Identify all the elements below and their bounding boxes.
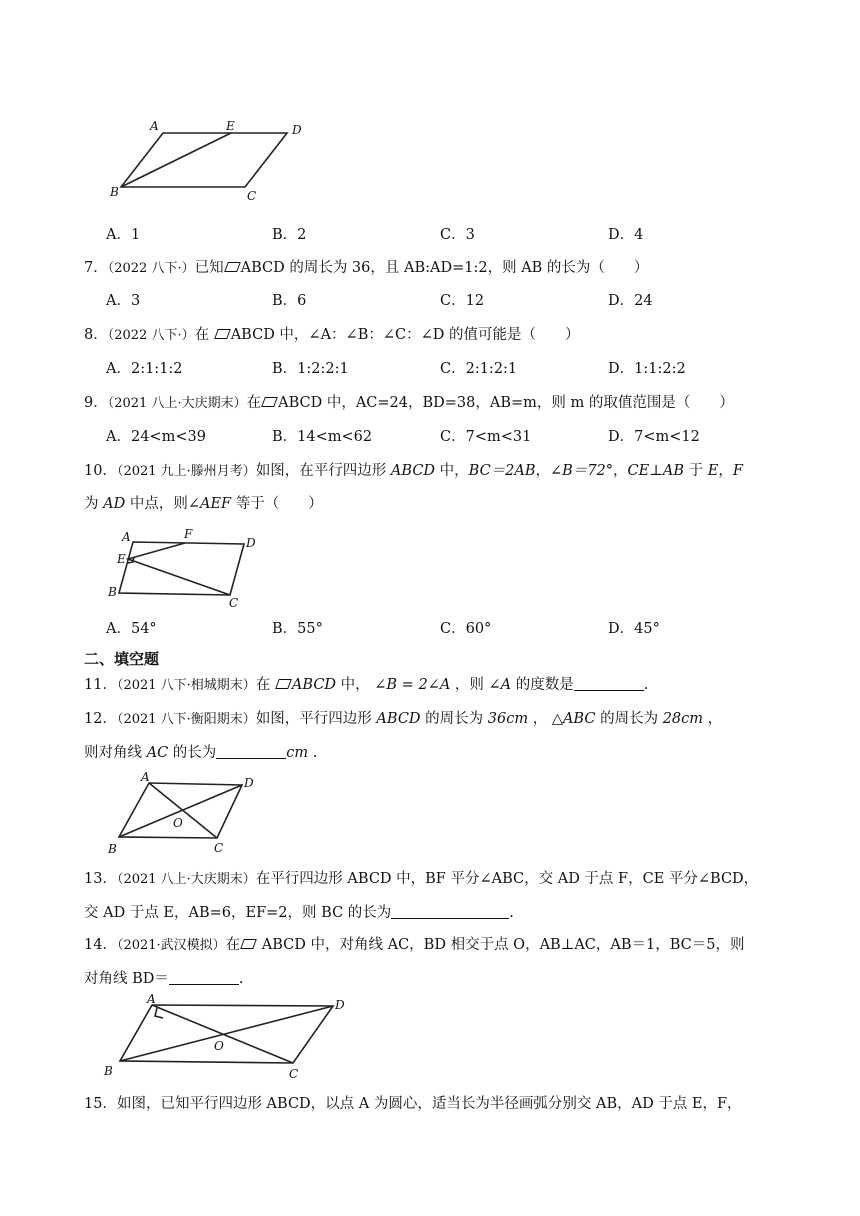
q12-text: 则对角线 — [84, 745, 147, 761]
q8-option-d[interactable]: D．1:1:2:2 — [608, 361, 686, 377]
q14-text-3: 对角线 BD＝ — [84, 971, 169, 987]
q13-number: 13． — [84, 871, 117, 887]
q14-stem-line-1 — [84, 935, 804, 956]
q12-answer-blank[interactable] — [216, 743, 286, 759]
parallelogram-icon — [224, 262, 241, 272]
q7-option-c[interactable]: C．12 — [440, 293, 485, 309]
section-heading-fill-in: 二、填空题 — [84, 650, 160, 668]
q12-text: ， — [703, 711, 723, 727]
q10-text: ， — [535, 463, 551, 479]
q13-answer-blank[interactable] — [391, 903, 509, 919]
q8-number: 8． — [84, 327, 108, 343]
q10-stem-line-2 — [84, 494, 804, 514]
q11-text: ，则 — [450, 677, 489, 693]
q12-source: （2021 八下·衡阳期末） — [116, 712, 256, 727]
q13-stem-line-1 — [84, 869, 804, 890]
figure-parallelogram-abcd-o — [103, 770, 263, 858]
label-a: A — [141, 770, 150, 784]
label-d: D — [292, 123, 302, 137]
q7-text: 已知 — [194, 260, 224, 276]
q6-option-a[interactable]: A．1 — [106, 227, 141, 243]
label-d: D — [335, 998, 345, 1012]
q14-text: 在 — [225, 937, 241, 953]
label-o: O — [173, 816, 183, 830]
segment-f-e-c — [128, 543, 230, 595]
q10-text: ， — [718, 463, 733, 479]
q12-perimeter-1: 36cm — [487, 711, 529, 727]
q12-number: 12． — [84, 711, 117, 727]
q12-text: 的长为 — [168, 745, 217, 761]
q11-number: 11． — [84, 677, 117, 693]
q15-number: 15． — [84, 1096, 117, 1112]
label-f: F — [184, 527, 193, 541]
label-e: E — [117, 552, 126, 566]
label-c: C — [289, 1067, 299, 1081]
q9-option-d[interactable]: D．7<m<12 — [608, 429, 700, 445]
label-c: C — [247, 189, 257, 203]
q11-text: 中， — [336, 677, 375, 693]
q11-text: 的度数是 — [511, 677, 574, 693]
q11-answer-blank[interactable] — [574, 675, 644, 691]
q10-condition-bc: BC＝2AB — [468, 463, 536, 479]
segment-be — [121, 133, 231, 187]
q10-abcd: ABCD — [390, 463, 436, 479]
q7-option-d[interactable]: D．24 — [608, 293, 653, 309]
q10-text: 中， — [435, 463, 469, 479]
label-a: A — [122, 530, 131, 544]
q14-source: （2021·武汉模拟） — [116, 938, 226, 953]
q14-text-2: ABCD 中，对角线 AC，BD 相交于点 O，AB⊥AC，AB＝1，BC＝5，则 — [257, 937, 745, 953]
q7-stem — [84, 258, 804, 279]
q8-text-2: ABCD 中，∠A：∠B：∠C：∠D 的值可能是（ ） — [230, 327, 580, 343]
label-c: C — [214, 841, 224, 855]
q7-number: 7． — [84, 260, 108, 276]
q12-stem-line-1 — [84, 709, 804, 730]
q13-text: 在平行四边形 ABCD 中，BF 平分∠ABC，交 AD 于点 F，CE 平分∠BCD， — [255, 871, 759, 887]
q15-stem — [84, 1094, 804, 1114]
q11-period: . — [643, 677, 649, 693]
parallelogram-icon — [240, 939, 257, 949]
q12-perimeter-2: 28cm — [662, 711, 704, 727]
q12-text: 如图，平行四边形 — [255, 711, 377, 727]
q12-abcd: ABCD — [376, 711, 421, 727]
figure-parallelogram-abcd-ef — [105, 525, 275, 607]
q8-source: （2022 八下·） — [107, 328, 195, 343]
q10-option-d[interactable]: D．45° — [608, 621, 660, 637]
q10-text: 等于（ ） — [231, 496, 323, 512]
q13-text-2: 交 AD 于点 E，AB=6，EF=2，则 BC 的长为 — [84, 905, 392, 921]
q10-point-f: F — [732, 463, 743, 479]
q11-condition: ∠B = 2∠A — [374, 677, 451, 693]
q7-option-b[interactable]: B．6 — [272, 293, 307, 309]
label-b: B — [108, 842, 117, 856]
q14-number: 14． — [84, 937, 117, 953]
q13-period: . — [509, 905, 514, 921]
q6-option-d[interactable]: D．4 — [608, 227, 644, 243]
q10-angle-aef: ∠AEF — [187, 496, 232, 512]
q7-text-2: ABCD 的周长为 36，且 AB:AD=1:2，则 AB 的长为（ ） — [240, 260, 649, 276]
q11-stem — [84, 675, 804, 696]
q12-text: ， — [528, 711, 552, 727]
q11-source: （2021 八下·相城期末） — [116, 678, 256, 693]
figure-parallelogram-abcd-right-angle — [100, 992, 360, 1084]
label-d: D — [246, 536, 256, 550]
q10-text: 如图，在平行四边形 — [255, 463, 391, 479]
q13-stem-line-2 — [84, 903, 804, 923]
q9-option-b[interactable]: B．14<m<62 — [272, 429, 373, 445]
q10-number: 10． — [84, 463, 117, 479]
q11-abcd: ABCD — [291, 677, 337, 693]
q10-option-b[interactable]: B．55° — [272, 621, 323, 637]
q10-text: ， — [613, 463, 628, 479]
q8-stem — [84, 325, 804, 346]
q8-option-b[interactable]: B．1:2:2:1 — [272, 361, 349, 377]
q12-period: . — [308, 745, 318, 761]
q14-period: . — [238, 971, 244, 987]
q10-option-a[interactable]: A．54° — [106, 621, 157, 637]
q6-option-b[interactable]: B．2 — [272, 227, 307, 243]
q9-stem — [84, 393, 804, 414]
q10-point-e: E — [707, 463, 719, 479]
q10-source: （2021 九上·滕州月考） — [116, 464, 256, 479]
q12-stem-line-2 — [84, 743, 804, 763]
q8-option-a[interactable]: A．2:1:1:2 — [106, 361, 183, 377]
parallelogram-shape — [119, 542, 244, 595]
q8-text: 在 — [194, 327, 214, 343]
parallelogram-shape — [121, 133, 287, 187]
q10-stem-line-1 — [84, 461, 804, 482]
figure-parallelogram-abcd-e — [105, 112, 315, 207]
q14-answer-blank[interactable] — [169, 969, 239, 985]
q11-text: 在 — [255, 677, 275, 693]
q10-option-c[interactable]: C．60° — [440, 621, 492, 637]
q10-text: 为 — [84, 496, 104, 512]
label-d: D — [244, 776, 254, 790]
label-e: E — [226, 119, 235, 133]
q9-number: 9． — [84, 395, 108, 411]
q9-option-c[interactable]: C．7<m<31 — [440, 429, 532, 445]
label-a: A — [150, 119, 159, 133]
q6-option-c[interactable]: C．3 — [440, 227, 475, 243]
label-b: B — [110, 185, 119, 199]
label-o: O — [214, 1039, 224, 1053]
q9-text: 在 — [246, 395, 262, 411]
q8-option-c[interactable]: C．2:1:2:1 — [440, 361, 518, 377]
q10-text: 于 — [684, 463, 708, 479]
q10-ad: AD — [103, 496, 126, 512]
q9-option-a[interactable]: A．24<m<39 — [106, 429, 206, 445]
q13-source: （2021 八上·大庆期末） — [116, 872, 256, 887]
label-c: C — [229, 596, 239, 607]
q9-source: （2021 八上·大庆期末） — [107, 396, 247, 411]
q14-stem-line-2 — [84, 969, 804, 989]
label-b: B — [108, 585, 117, 599]
parallelogram-icon — [261, 397, 278, 407]
label-a: A — [147, 992, 156, 1006]
q12-text: 的周长为 — [595, 711, 663, 727]
q12-text: 的周长为 — [420, 711, 488, 727]
label-b: B — [104, 1064, 113, 1078]
q10-text: 中点，则 — [125, 496, 188, 512]
q7-option-a[interactable]: A．3 — [106, 293, 141, 309]
q12-unit: cm — [286, 745, 309, 761]
q12-ac: AC — [146, 745, 169, 761]
q9-text-2: ABCD 中，AC=24，BD=38，AB=m，则 m 的取值范围是（ ） — [278, 395, 734, 411]
parallelogram-icon — [214, 329, 231, 339]
q10-condition-ce: CE⊥AB — [627, 463, 684, 479]
q7-source: （2022 八下·） — [107, 261, 195, 276]
q10-condition-angle-b: ∠B＝72° — [550, 463, 614, 479]
q11-angle-a: ∠A — [488, 677, 512, 693]
q15-text: 如图，已知平行四边形 ABCD，以点 A 为圆心，适当长为半径画弧分别交 AB，AD 于点 E，F， — [116, 1096, 742, 1112]
parallelogram-icon — [275, 679, 292, 689]
q12-triangle: △ABC — [551, 711, 596, 727]
